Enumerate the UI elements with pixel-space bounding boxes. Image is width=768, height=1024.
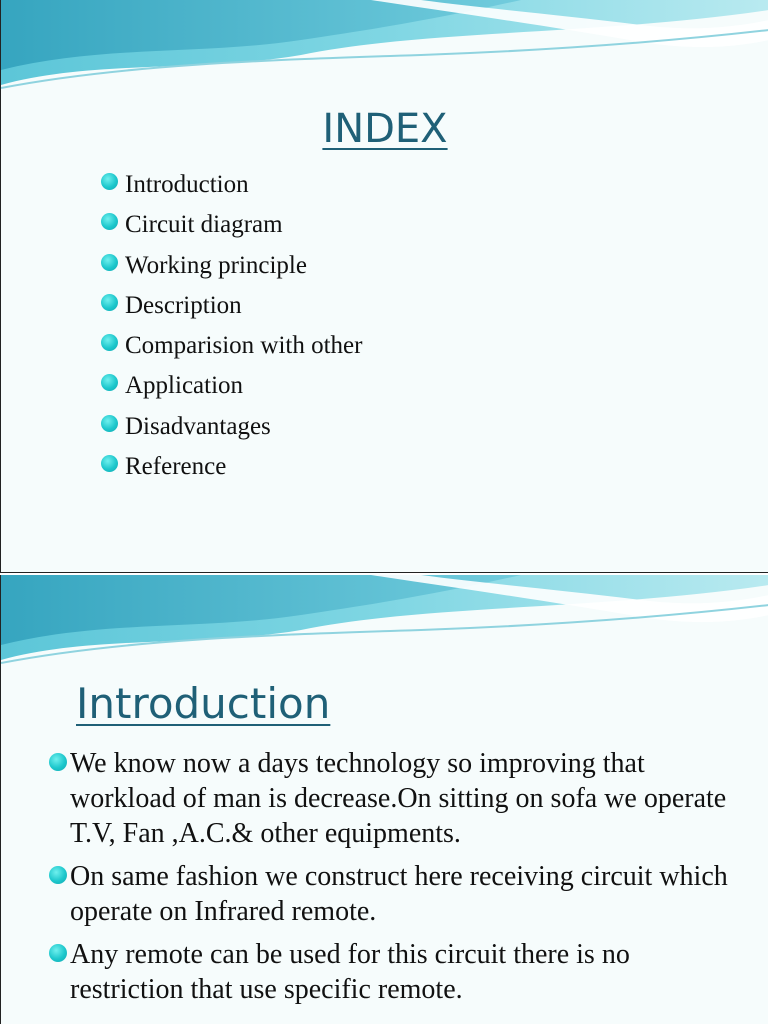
bullet-icon (101, 374, 118, 391)
index-title: INDEX (322, 106, 448, 152)
header-wave-decoration (1, 575, 768, 670)
bullet-icon (101, 334, 118, 351)
introduction-title: Introduction (76, 679, 331, 728)
bullet-icon (101, 213, 118, 230)
header-wave-decoration (1, 0, 768, 95)
list-item: Reference (101, 450, 362, 490)
bullet-icon (101, 254, 118, 271)
list-item: Circuit diagram (101, 208, 362, 248)
list-item: Disadvantages (101, 410, 362, 450)
bullet-icon (101, 294, 118, 311)
list-item: Description (101, 289, 362, 329)
list-item: Comparision with other (101, 329, 362, 369)
list-item: Application (101, 369, 362, 409)
bullet-icon (49, 753, 67, 771)
bullet-icon (101, 173, 118, 190)
introduction-slide (0, 575, 768, 1024)
list-item: Any remote can be used for this circuit there is no restriction that use specific remote. (49, 937, 749, 1007)
bullet-icon (49, 944, 67, 962)
bullet-icon (49, 866, 67, 884)
bullet-icon (101, 415, 118, 432)
list-item: On same fashion we construct here receiving circuit which operate on Infrared remote. (49, 859, 749, 929)
list-item: We know now a days technology so improving that workload of man is decrease.On sitting on sofa we operate T.V, Fan ,A.C.& other equipments. (49, 746, 749, 851)
bullet-icon (101, 455, 118, 472)
list-item: Introduction (101, 168, 362, 208)
list-item: Working principle (101, 249, 362, 289)
index-list (101, 168, 362, 490)
introduction-list (49, 746, 749, 1015)
